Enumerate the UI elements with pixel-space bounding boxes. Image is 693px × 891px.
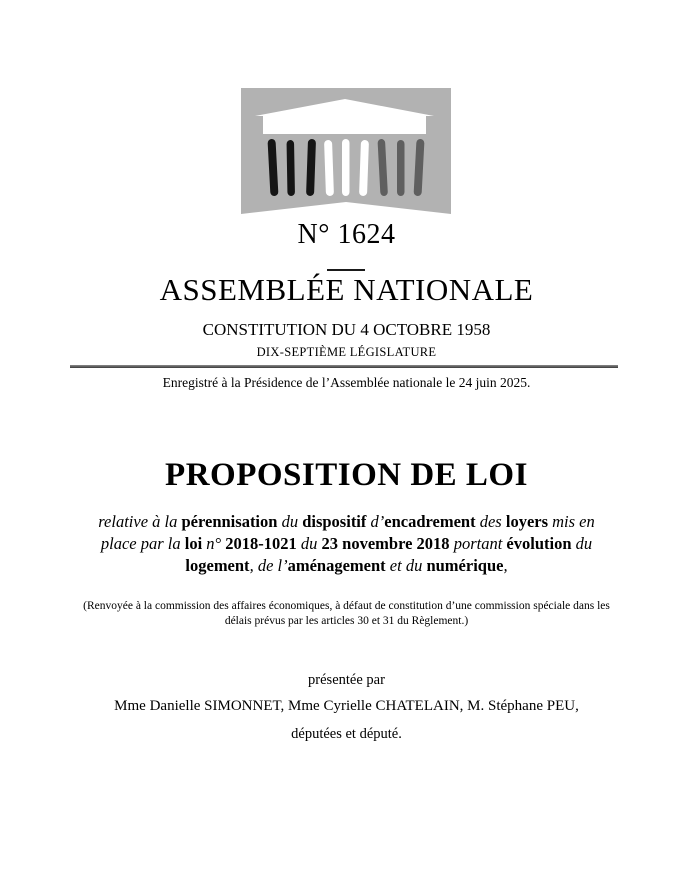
commission-referral-note (0, 599, 693, 629)
subtitle-text: , de l’ (249, 556, 288, 575)
subtitle-text: du (296, 534, 322, 553)
subtitle-text: du (277, 512, 303, 531)
subtitle-text: , (503, 556, 508, 575)
note-line-1: (Renvoyée à la commission des affaires économiques, à défaut de constitution d’une commission spéciale dans les (83, 600, 610, 612)
subtitle-keyword: logement (185, 556, 250, 575)
authors-line: Mme Danielle SIMONNET, Mme Cyrielle CHATELAIN, M. Stéphane PEU, (114, 698, 579, 714)
doc-number: N° 1624 (297, 219, 396, 250)
separator-short-rule (327, 269, 365, 271)
authors-role-line: députées et député. (291, 726, 402, 742)
subtitle-text: relative à la (98, 512, 182, 531)
proposition-title: PROPOSITION DE LOI (165, 457, 528, 493)
proposition-subtitle (0, 511, 693, 577)
subtitle-keyword: encadrement (384, 512, 476, 531)
subtitle-line-1 (0, 511, 693, 533)
subtitle-line-2 (0, 533, 693, 555)
subtitle-keyword: évolution (506, 534, 572, 553)
subtitle-keyword: pérennisation (181, 512, 278, 531)
logo-column-8 (397, 140, 405, 196)
subtitle-keyword: dispositif (302, 512, 367, 531)
subtitle-text: d’ (366, 512, 385, 531)
subtitle-text: place par la (100, 534, 185, 553)
subtitle-text: mis en (548, 512, 595, 531)
logo-column-5 (342, 139, 350, 196)
subtitle-text: du (571, 534, 593, 553)
assembly-title: ASSEMBLÉE NATIONALE (159, 272, 534, 307)
subtitle-line-3 (0, 555, 693, 577)
logo-column-2 (287, 140, 295, 196)
subtitle-keyword: 23 novembre 2018 (321, 534, 450, 553)
assemblee-nationale-logo-icon (241, 88, 451, 214)
note-line-2: délais prévus par les articles 30 et 31 du Règlement.) (224, 615, 469, 627)
subtitle-keyword: 2018-1021 (225, 534, 297, 553)
registration-line: Enregistré à la Présidence de l’Assemblée nationale le 24 juin 2025. (162, 375, 531, 390)
subtitle-text: et du (385, 556, 427, 575)
subtitle-text: n° (202, 534, 226, 553)
presented-by-label: présentée par (308, 672, 385, 688)
separator-full-rule (70, 365, 618, 368)
subtitle-keyword: aménagement (287, 556, 386, 575)
constitution-line: CONSTITUTION DU 4 OCTOBRE 1958 (202, 320, 491, 339)
subtitle-text: des (475, 512, 506, 531)
subtitle-keyword: loyers (505, 512, 549, 531)
subtitle-keyword: numérique (426, 556, 504, 575)
subtitle-keyword: loi (184, 534, 203, 553)
subtitle-text: portant (449, 534, 507, 553)
legislature-line: DIX-SEPTIÈME LÉGISLATURE (256, 345, 437, 359)
